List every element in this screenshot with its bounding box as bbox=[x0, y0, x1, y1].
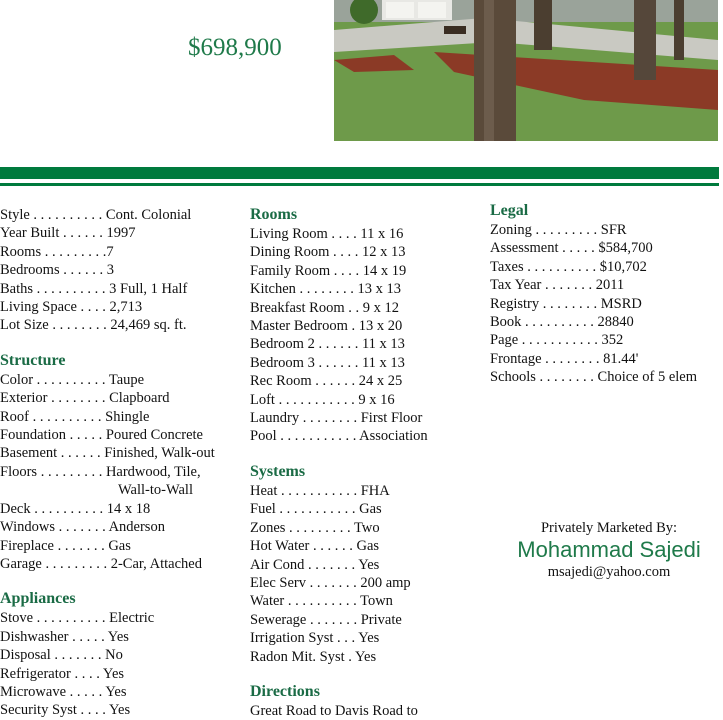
structure-basement: Basement . . . . . . Finished, Walk-out bbox=[0, 445, 215, 462]
system-water: Water . . . . . . . . . . Town bbox=[250, 593, 393, 610]
structure-garage: Garage . . . . . . . . . 2-Car, Attached bbox=[0, 555, 202, 572]
general-list bbox=[0, 206, 245, 335]
rooms-heading: Rooms bbox=[250, 206, 298, 223]
room-rec: Rec Room . . . . . . 24 x 25 bbox=[250, 373, 403, 390]
property-photo bbox=[334, 0, 718, 141]
system-zones: Zones . . . . . . . . . Two bbox=[250, 519, 380, 536]
legal-registry: Registry . . . . . . . . MSRD bbox=[490, 295, 642, 312]
general-lot-size: Lot Size . . . . . . . . 24,469 sq. ft. bbox=[0, 317, 187, 334]
system-radon: Radon Mit. Syst . Yes bbox=[250, 648, 377, 665]
room-dining: Dining Room . . . . 12 x 13 bbox=[250, 244, 406, 261]
room-family: Family Room . . . . 14 x 19 bbox=[250, 262, 407, 279]
header-divider-thick bbox=[0, 167, 719, 179]
appliances-dishwasher: Dishwasher . . . . . Yes bbox=[0, 628, 129, 645]
systems-heading: Systems bbox=[250, 462, 306, 480]
agent-email[interactable]: msajedi@yahoo.com bbox=[547, 564, 671, 580]
structure-foundation: Foundation . . . . . Poured Concrete bbox=[0, 427, 203, 444]
rooms-list bbox=[250, 225, 485, 446]
system-elec-serv: Elec Serv . . . . . . . 200 amp bbox=[250, 574, 411, 591]
appliances-heading: Appliances bbox=[0, 590, 76, 608]
structure-deck: Deck . . . . . . . . . . 14 x 18 bbox=[0, 500, 151, 517]
general-living-space: Living Space . . . . 2,713 bbox=[0, 299, 143, 316]
appliances-security: Security Syst . . . . Yes bbox=[0, 702, 131, 719]
appliances-stove: Stove . . . . . . . . . . Electric bbox=[0, 610, 155, 627]
room-laundry: Laundry . . . . . . . . First Floor bbox=[250, 410, 423, 427]
structure-floors: Floors . . . . . . . . . Hardwood, Tile, bbox=[0, 463, 201, 480]
directions-heading: Directions bbox=[250, 682, 320, 700]
directions-text: Great Road to Davis Road to bbox=[250, 702, 418, 719]
listing-price: $698,900 bbox=[188, 34, 282, 61]
structure-windows: Windows . . . . . . . Anderson bbox=[0, 519, 165, 536]
general-bedrooms: Bedrooms . . . . . . 3 bbox=[0, 262, 114, 279]
general-baths: Baths . . . . . . . . . . 3 Full, 1 Half bbox=[0, 280, 188, 297]
systems-list bbox=[250, 482, 485, 666]
header-divider-thin bbox=[0, 183, 719, 186]
general-year-built: Year Built . . . . . . 1997 bbox=[0, 225, 136, 242]
room-master-bedroom: Master Bedroom . 13 x 20 bbox=[250, 318, 403, 335]
room-living: Living Room . . . . 11 x 16 bbox=[250, 226, 404, 242]
structure-roof: Roof . . . . . . . . . . Shingle bbox=[0, 408, 150, 425]
appliances-refrigerator: Refrigerator . . . . Yes bbox=[0, 665, 125, 682]
appliances-disposal: Disposal . . . . . . . No bbox=[0, 647, 123, 664]
general-rooms: Rooms . . . . . . . . .7 bbox=[0, 243, 114, 260]
room-loft: Loft . . . . . . . . . . . 9 x 16 bbox=[250, 391, 395, 408]
room-breakfast: Breakfast Room . . 9 x 12 bbox=[250, 299, 400, 316]
system-heat: Heat . . . . . . . . . . . FHA bbox=[250, 482, 390, 499]
structure-exterior: Exterior . . . . . . . . Clapboard bbox=[0, 390, 170, 407]
legal-heading: Legal bbox=[490, 202, 529, 219]
system-sewerage: Sewerage . . . . . . . Private bbox=[250, 611, 402, 628]
structure-fireplace: Fireplace . . . . . . . Gas bbox=[0, 537, 131, 554]
column-legal bbox=[490, 201, 723, 387]
property-photo-illustration bbox=[334, 0, 718, 141]
structure-color: Color . . . . . . . . . . Taupe bbox=[0, 371, 145, 388]
general-style: Style . . . . . . . . . . Cont. Colonial bbox=[0, 207, 192, 223]
system-irrigation: Irrigation Syst . . . Yes bbox=[250, 630, 380, 647]
marketed-by-label: Privately Marketed By: bbox=[540, 520, 678, 536]
appliances-list bbox=[0, 609, 245, 719]
system-fuel: Fuel . . . . . . . . . . . Gas bbox=[250, 501, 382, 518]
legal-taxes: Taxes . . . . . . . . . . $10,702 bbox=[490, 258, 647, 275]
room-bedroom-3: Bedroom 3 . . . . . . 11 x 13 bbox=[250, 354, 405, 371]
legal-assessment: Assessment . . . . . $584,700 bbox=[490, 240, 653, 257]
column-rooms bbox=[250, 205, 485, 720]
column-general bbox=[0, 206, 245, 720]
legal-page: Page . . . . . . . . . . . 352 bbox=[490, 332, 624, 349]
structure-list bbox=[0, 371, 245, 573]
agent-name: Mohammad Sajedi bbox=[517, 537, 701, 562]
marketed-by-block bbox=[490, 519, 723, 581]
legal-book: Book . . . . . . . . . . 28840 bbox=[490, 314, 634, 331]
appliances-microwave: Microwave . . . . . Yes bbox=[0, 683, 127, 700]
structure-heading: Structure bbox=[0, 351, 66, 369]
legal-tax-year: Tax Year . . . . . . . 2011 bbox=[490, 277, 625, 294]
legal-zoning: Zoning . . . . . . . . . SFR bbox=[490, 222, 627, 238]
room-bedroom-2: Bedroom 2 . . . . . . 11 x 13 bbox=[250, 336, 405, 353]
system-air-cond: Air Cond . . . . . . . Yes bbox=[250, 556, 380, 573]
structure-floors-continued: Wall-to-Wall bbox=[118, 482, 193, 499]
room-pool: Pool . . . . . . . . . . . Association bbox=[250, 428, 428, 445]
system-hot-water: Hot Water . . . . . . Gas bbox=[250, 538, 380, 555]
legal-list bbox=[490, 221, 723, 387]
legal-frontage: Frontage . . . . . . . . 81.44' bbox=[490, 350, 639, 367]
legal-schools: Schools . . . . . . . . Choice of 5 elem bbox=[490, 369, 698, 386]
room-kitchen: Kitchen . . . . . . . . 13 x 13 bbox=[250, 281, 402, 298]
